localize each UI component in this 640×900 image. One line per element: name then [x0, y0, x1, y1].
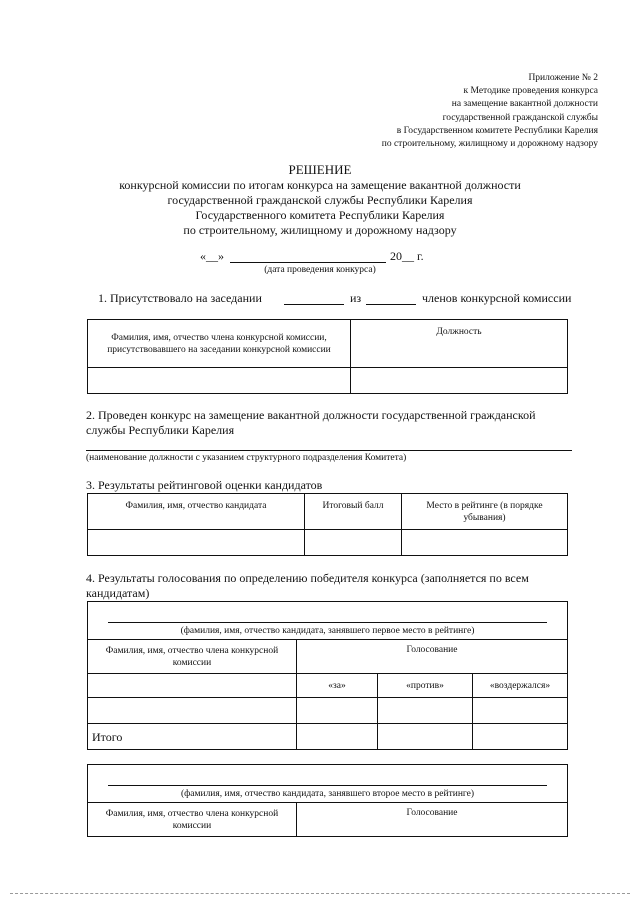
- subtitle-line: Государственного комитета Республики Карелия: [195, 208, 445, 222]
- section1-text-c: членов конкурсной комиссии: [422, 291, 572, 305]
- section2-line1: 2. Проведен конкурс на замещение вакантной должности государственной гражданской: [86, 408, 536, 422]
- appendix-line: к Методике проведения конкурса: [463, 86, 598, 97]
- table-header: Фамилия, имя, отчество члена конкурсной комиссии: [88, 640, 297, 674]
- vote-for-header: «за»: [297, 674, 378, 698]
- document-title: РЕШЕНИЕ: [288, 162, 352, 177]
- table-cell: [402, 530, 568, 556]
- table-cell: [297, 698, 378, 724]
- table-header: Должность: [351, 320, 568, 368]
- table-cell: [88, 530, 305, 556]
- total-label: Итого: [88, 724, 297, 750]
- appendix-line: государственной гражданской службы: [442, 112, 598, 123]
- vote-abstained-header: «воздержался»: [473, 674, 568, 698]
- table-cell: [88, 368, 351, 394]
- table-cell: [378, 698, 473, 724]
- section3-title: 3. Результаты рейтинговой оценки кандидатов: [86, 478, 323, 492]
- table-cell: [473, 698, 568, 724]
- position-caption: (наименование должности с указанием структурного подразделения Комитета): [86, 453, 407, 463]
- table-cell: [88, 698, 297, 724]
- position-name-line: [86, 450, 572, 451]
- section1-text-b: из: [350, 291, 362, 305]
- attendees-table: [87, 319, 568, 394]
- date-month-line: [230, 262, 386, 263]
- table-cell: [88, 674, 297, 698]
- subtitle-line: конкурсной комиссии по итогам конкурса на замещение вакантной должности: [119, 178, 521, 192]
- table-header: Место в рейтинге (в порядке убывания): [402, 494, 568, 530]
- table-cell: [297, 724, 378, 750]
- table-header: Голосование: [297, 803, 568, 837]
- candidate-first-line: [108, 622, 547, 623]
- section4-line1: 4. Результаты голосования по определению победителя конкурса (заполняется по всем: [86, 571, 529, 585]
- appendix-line: в Государственном комитете Республики Карелия: [396, 125, 598, 136]
- section4-line2: кандидатам): [86, 586, 150, 600]
- candidate-first-cell: [88, 602, 568, 640]
- table-header: Фамилия, имя, отчество члена конкурсной комиссии, присутствовавшего на заседании конкурсной комиссии: [88, 320, 351, 368]
- voting-table-first: [87, 601, 568, 750]
- subtitle-line: по строительному, жилищному и дорожному надзору: [183, 223, 457, 237]
- member-count-line: [366, 304, 416, 305]
- table-header: Фамилия, имя, отчество члена конкурсной комиссии: [88, 803, 297, 837]
- section2-line2: службы Республики Карелия: [86, 423, 235, 437]
- ratings-table: [87, 493, 568, 556]
- table-cell: [351, 368, 568, 394]
- appendix-line: на замещение вакантной должности: [451, 99, 598, 110]
- subtitle-line: государственной гражданской службы Республики Карелия: [167, 193, 473, 207]
- table-cell: [378, 724, 473, 750]
- date-caption: (дата проведения конкурса): [264, 265, 376, 275]
- table-header: Итоговый балл: [305, 494, 402, 530]
- candidate-second-caption: (фамилия, имя, отчество кандидата, занявшего второе место в рейтинге): [180, 789, 475, 799]
- vote-against-header: «против»: [378, 674, 473, 698]
- page-bottom-line: [10, 893, 630, 894]
- table-header: Фамилия, имя, отчество кандидата: [88, 494, 305, 530]
- table-header: Голосование: [297, 640, 568, 674]
- appendix-header: [298, 72, 598, 151]
- table-cell: [305, 530, 402, 556]
- candidate-second-line: [108, 785, 547, 786]
- voting-table-second: [87, 764, 568, 837]
- attendee-count-line: [284, 304, 344, 305]
- table-cell: [473, 724, 568, 750]
- date-day: «__»: [200, 249, 224, 263]
- candidate-first-caption: (фамилия, имя, отчество кандидата, занявшего первое место в рейтинге): [180, 626, 475, 636]
- candidate-second-cell: [88, 765, 568, 803]
- date-year: 20__ г.: [390, 249, 424, 263]
- section1-text-a: 1. Присутствовало на заседании: [98, 291, 262, 305]
- appendix-line: Приложение № 2: [528, 73, 598, 83]
- appendix-line: по строительному, жилищному и дорожному надзору: [381, 139, 598, 150]
